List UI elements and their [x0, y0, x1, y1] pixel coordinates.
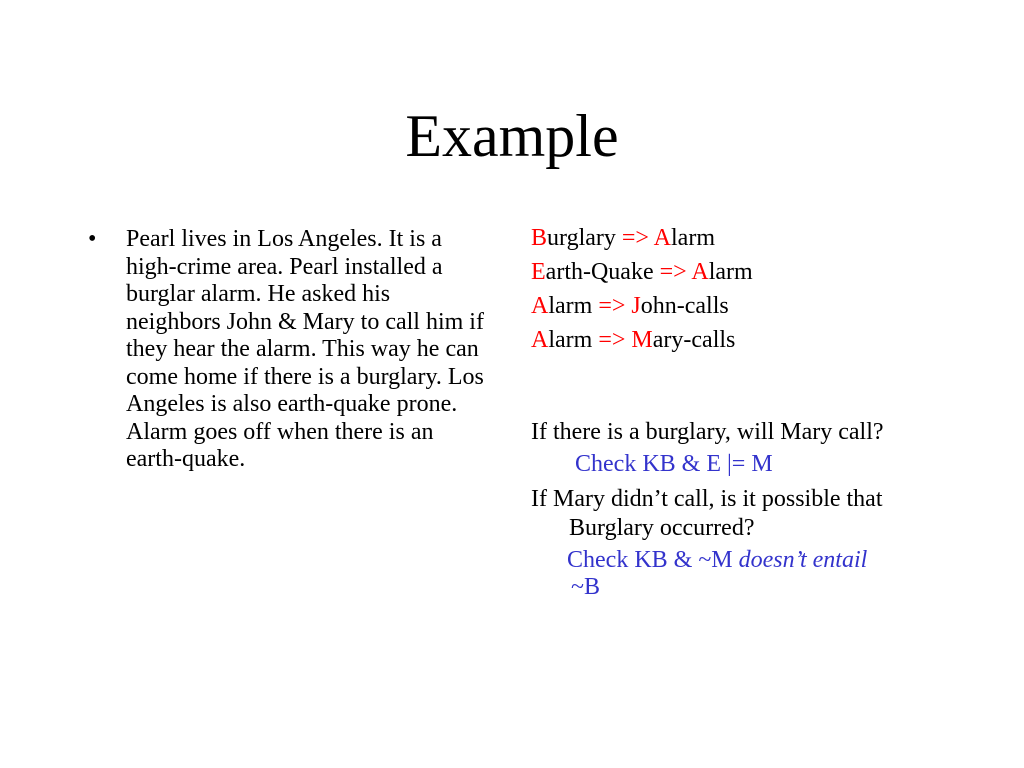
- answer-italic-phrase: doesn’t entail: [738, 547, 868, 573]
- rule-line: [531, 224, 951, 253]
- rule-consequent-rest: ohn-calls: [640, 293, 729, 319]
- rule-consequent-initial: M: [631, 327, 653, 353]
- rule-antecedent-initial: A: [531, 327, 549, 353]
- right-column: [531, 224, 951, 601]
- rule-line: [531, 292, 951, 321]
- bullet-text: Pearl lives in Los Angeles. It is a high-crime area. Pearl installed a burglar alarm. He asked his neighbors John & Mary to call him if they hear the alarm. This way he can come home if there is a burglary. Los Angeles is also earth-quake prone. Alarm goes off when there is an earth-quake.: [126, 226, 484, 472]
- rule-antecedent-rest: urglary: [547, 225, 616, 251]
- slide-title: Example: [405, 103, 619, 169]
- rules-list: [531, 224, 951, 355]
- rule-consequent-rest: larm: [708, 259, 753, 285]
- rule-consequent-initial: J: [631, 293, 641, 319]
- rule-consequent-rest: larm: [671, 225, 715, 251]
- answer-entailment-check: Check KB & E |= M: [575, 451, 773, 477]
- bullet-icon: •: [88, 226, 97, 252]
- rule-consequent-initial: A: [653, 225, 671, 251]
- rule-antecedent-rest: arth-Quake: [545, 259, 654, 285]
- question-mary-didnt-call: If Mary didn’t call, is it possible that Burglary occurred?: [531, 486, 883, 541]
- answer-not-entailed: [531, 547, 951, 601]
- rule-consequent-initial: A: [691, 259, 709, 285]
- rule-arrow: =>: [621, 225, 649, 251]
- bullet-item: [88, 226, 488, 474]
- rule-arrow: =>: [598, 293, 626, 319]
- left-column: [88, 226, 488, 474]
- answer-prefix: Check KB & ~M: [567, 547, 733, 573]
- rule-antecedent-rest: larm: [548, 293, 593, 319]
- rule-antecedent-rest: larm: [548, 327, 593, 353]
- rule-antecedent-initial: E: [531, 259, 546, 285]
- rule-line: [531, 326, 951, 355]
- rule-arrow: =>: [598, 327, 626, 353]
- question-burglary-mary-call: If there is a burglary, will Mary call?: [531, 419, 884, 445]
- rule-line: [531, 258, 951, 287]
- rule-antecedent-initial: B: [531, 225, 548, 251]
- rule-consequent-rest: ary-calls: [652, 327, 736, 353]
- rule-arrow: =>: [659, 259, 687, 285]
- rule-antecedent-initial: A: [531, 293, 549, 319]
- answer-suffix: ~B: [571, 574, 600, 600]
